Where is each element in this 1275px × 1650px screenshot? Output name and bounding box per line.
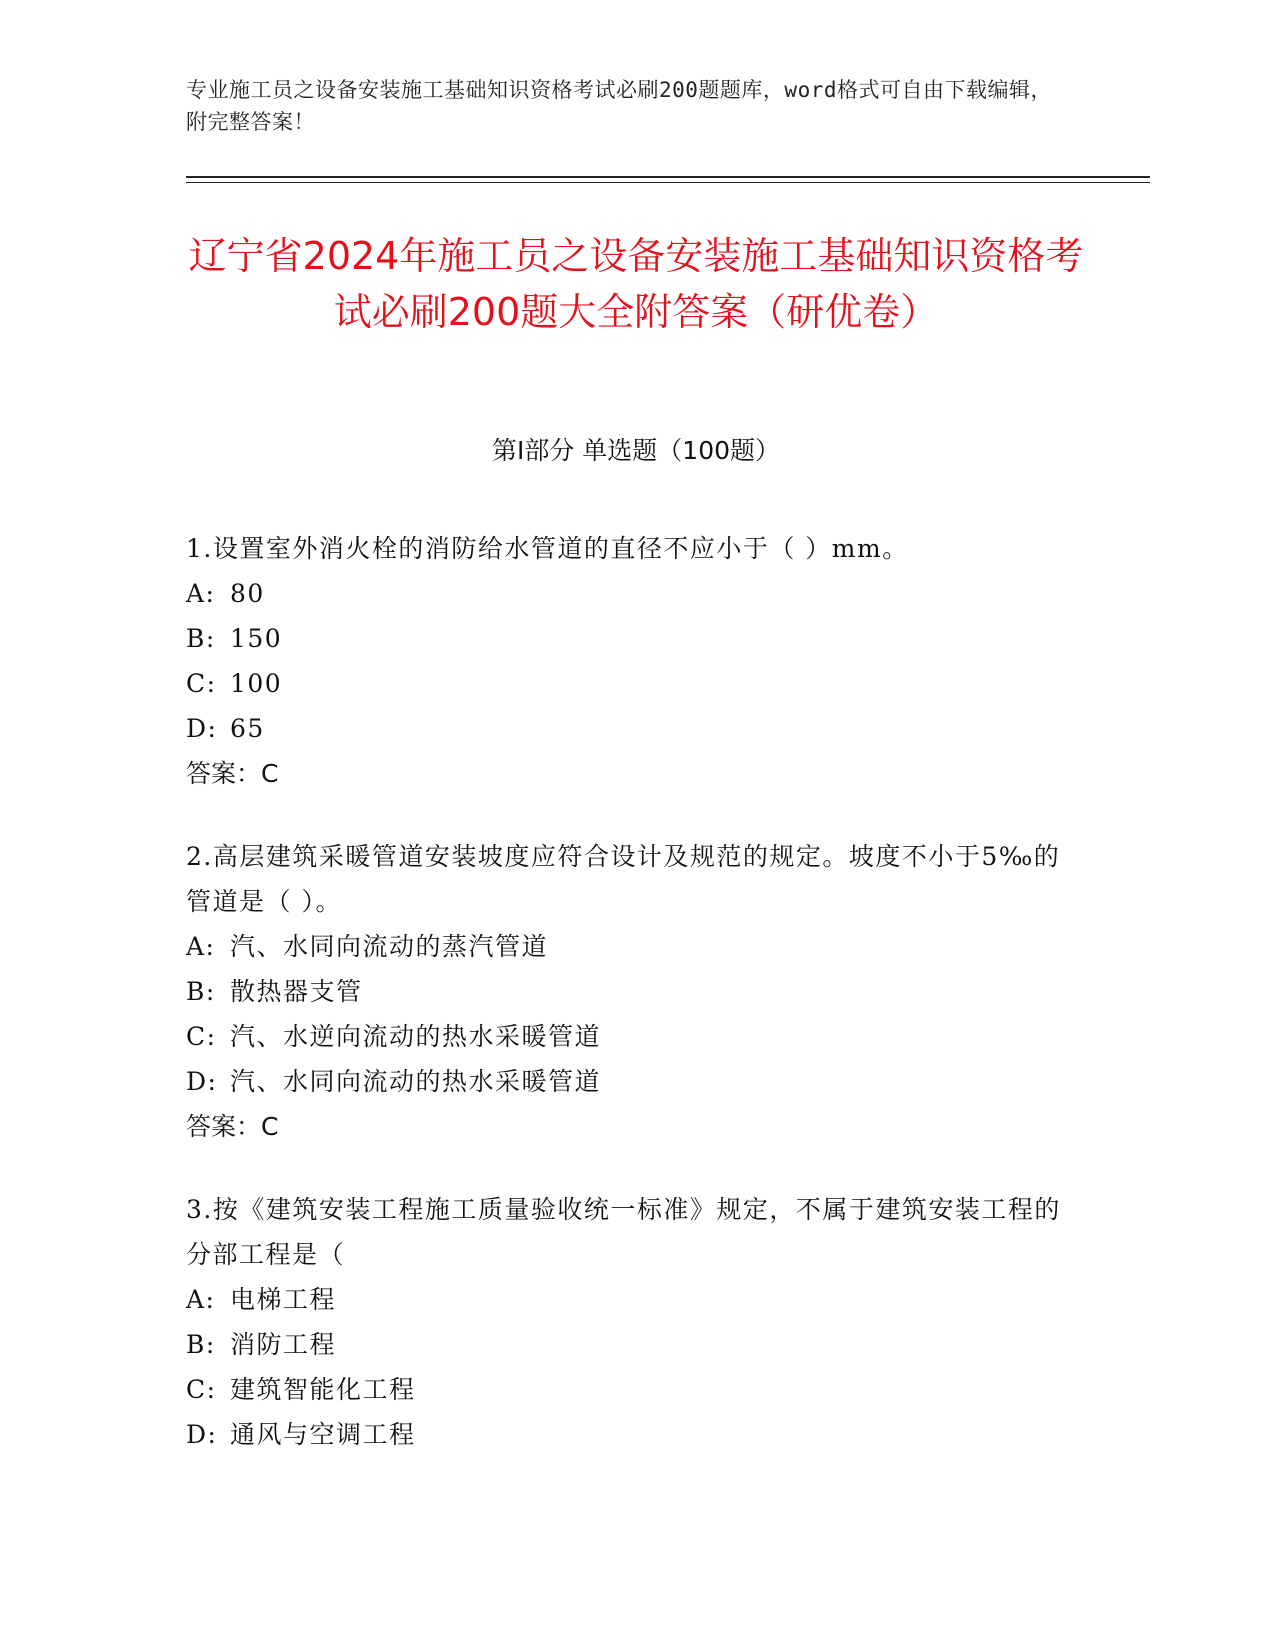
question-option-d — [186, 706, 1066, 751]
option-key: D: — [186, 1420, 218, 1449]
question-answer — [186, 1104, 1066, 1149]
option-text: 散热器支管 — [230, 977, 363, 1006]
option-key: D: — [186, 1067, 218, 1096]
section-title: 第I部分 单选题（100题） — [491, 436, 781, 465]
question-option-b — [186, 616, 1066, 661]
answer-prefix: 答案： — [186, 1112, 262, 1141]
question-option-c — [186, 661, 1066, 706]
answer-prefix: 答案： — [186, 759, 262, 788]
option-text: 电梯工程 — [230, 1285, 337, 1314]
option-text: 100 — [230, 669, 283, 698]
document-title: 辽宁省2024年施工员之设备安装施工基础知识资格考试必刷200题大全附答案（研优卷） — [188, 234, 1084, 334]
option-key: C: — [186, 1022, 217, 1051]
option-key: A: — [186, 1285, 216, 1314]
question-option-b — [186, 969, 1066, 1014]
option-text: 汽、水同向流动的热水采暖管道 — [230, 1067, 602, 1096]
question-option-c — [186, 1014, 1066, 1059]
option-text: 消防工程 — [230, 1330, 337, 1359]
option-key: B: — [186, 624, 216, 653]
option-text: 建筑智能化工程 — [230, 1375, 416, 1404]
option-key: A: — [186, 932, 216, 961]
option-key: C: — [186, 669, 217, 698]
header-note: 专业施工员之设备安装施工基础知识资格考试必刷200题题库，word格式可自由下载编辑，附完整答案！ — [186, 78, 1052, 134]
option-key: A: — [186, 579, 216, 608]
question-1 — [186, 526, 1066, 796]
header-rule-thick — [186, 176, 1150, 178]
question-answer — [186, 751, 1066, 796]
question-option-d — [186, 1059, 1066, 1104]
question-option-c — [186, 1367, 1066, 1412]
question-option-a — [186, 1277, 1066, 1322]
option-text: 通风与空调工程 — [230, 1420, 416, 1449]
question-stem: 3.按《建筑安装工程施工质量验收统一标准》规定，不属于建筑安装工程的分部工程是（ — [186, 1195, 1061, 1269]
option-text: 65 — [230, 714, 265, 743]
question-option-b — [186, 1322, 1066, 1367]
question-option-a — [186, 924, 1066, 969]
question-option-d — [186, 1412, 1066, 1457]
question-2 — [186, 834, 1066, 1149]
option-text: 汽、水逆向流动的热水采暖管道 — [230, 1022, 602, 1051]
question-option-a — [186, 571, 1066, 616]
option-text: 80 — [230, 579, 265, 608]
option-key: B: — [186, 977, 216, 1006]
option-text: 汽、水同向流动的蒸汽管道 — [230, 932, 549, 961]
question-stem: 2.高层建筑采暖管道安装坡度应符合设计及规范的规定。坡度不小于5‰的管道是（ ）。 — [186, 842, 1061, 916]
option-key: D: — [186, 714, 218, 743]
answer-value: C — [261, 1112, 279, 1141]
question-stem: 1.设置室外消火栓的消防给水管道的直径不应小于（ ）mm。 — [186, 534, 909, 563]
option-text: 150 — [230, 624, 283, 653]
question-list — [186, 526, 1066, 1495]
question-3 — [186, 1187, 1066, 1457]
option-key: C: — [186, 1375, 217, 1404]
option-key: B: — [186, 1330, 216, 1359]
answer-value: C — [261, 759, 279, 788]
header-rule-thin — [186, 182, 1150, 183]
